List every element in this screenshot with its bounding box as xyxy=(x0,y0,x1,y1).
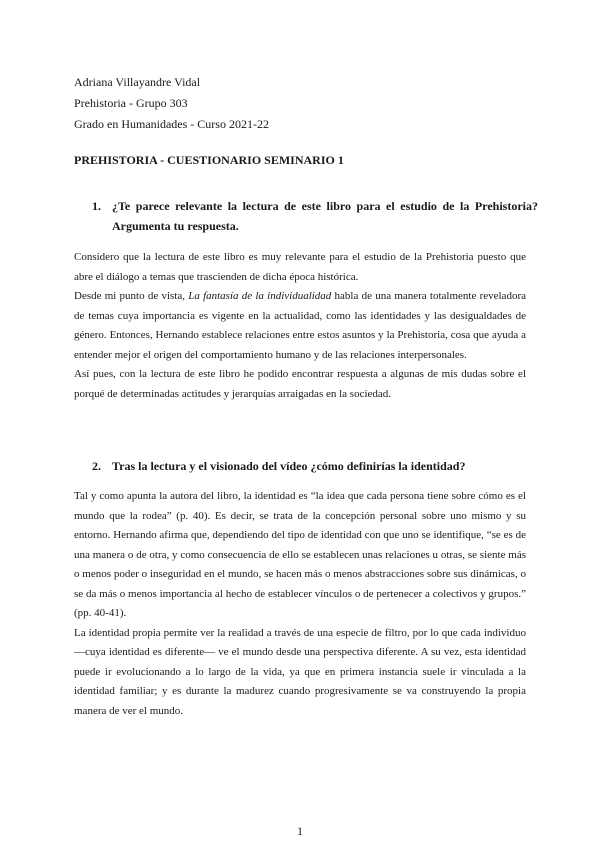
answer-1 xyxy=(74,248,526,404)
question-number: 2. xyxy=(92,459,101,473)
question-text: Tras la lectura y el visionado del vídeo ¿cómo definirías la identidad? xyxy=(112,459,466,473)
question-2 xyxy=(92,456,538,476)
answer-paragraph xyxy=(74,287,526,365)
answer-paragraph: La identidad propia permite ver la realidad a través de una especie de filtro, por lo que cada individuo —cuya identidad es diferente— ve el mundo desde una perspectiva diferente. A su vez, esta identidad puede ir evolucionando a lo largo de la vida, ya que en primera instancia suele ir vinculada a la identidad familiar; y es durante la madurez cuando progresivamente se va construyendo la propia manera de ver el mundo. xyxy=(74,626,526,717)
answer-paragraph: Así pues, con la lectura de este libro he podido encontrar respuesta a algunas de mis dudas sobre el porqué de determinadas actitudes y jerarquías arraigadas en la sociedad. xyxy=(74,368,526,400)
question-1 xyxy=(92,196,538,236)
question-text: ¿Te parece relevante la lectura de este libro para el estudio de la Prehistoria? Argumenta tu respuesta. xyxy=(112,199,538,233)
document-title: PREHISTORIA - CUESTIONARIO SEMINARIO 1 xyxy=(74,153,344,167)
degree-year: Grado en Humanidades - Curso 2021-22 xyxy=(74,117,269,131)
page-number: 1 xyxy=(297,824,303,838)
answer-paragraph: Considero que la lectura de este libro es muy relevante para el estudio de la Prehistoria puesto que abre el diálogo a temas que trascienden de dicha época histórica. xyxy=(74,251,526,283)
answer-text: Desde mi punto de vista, xyxy=(74,290,189,302)
answer-2 xyxy=(74,487,526,721)
document-header xyxy=(74,72,534,135)
answer-text: habla de una manera totalmente reveladora de temas cuya importancia es vigente en la actualidad, como las identidades y las desigualdades de género. Entonces, Hernando establece relaciones entre estos asuntos y la Prehistoria, cosa que ayuda a entender mejor el origen del comportamiento humano y de las relaciones interpersonales. xyxy=(74,290,526,361)
question-number: 1. xyxy=(92,199,101,213)
course-group: Prehistoria - Grupo 303 xyxy=(74,96,188,110)
book-title: La fantasía de la individualidad xyxy=(188,290,332,302)
answer-paragraph: Tal y como apunta la autora del libro, la identidad es “la idea que cada persona tiene sobre cómo es el mundo que la rodea” (p. 40). Es decir, se trata de la concepción personal sobre uno mismo y su entorno. Hernando afirma que, dependiendo del tipo de identidad con que uno se identifique, “se es de una manera o de otra, y como consecuencia de ello se establecen unas relaciones u otras, se siente más o menos poder o inseguridad en el mundo, se hacen más o menos abstracciones sobre sus dinámicas, o se da más o menos importancia al hecho de establecer vínculos o de pertenecer a colectivos y grupos.” (pp. 40-41). xyxy=(74,490,526,619)
author-name: Adriana Villayandre Vidal xyxy=(74,75,201,89)
